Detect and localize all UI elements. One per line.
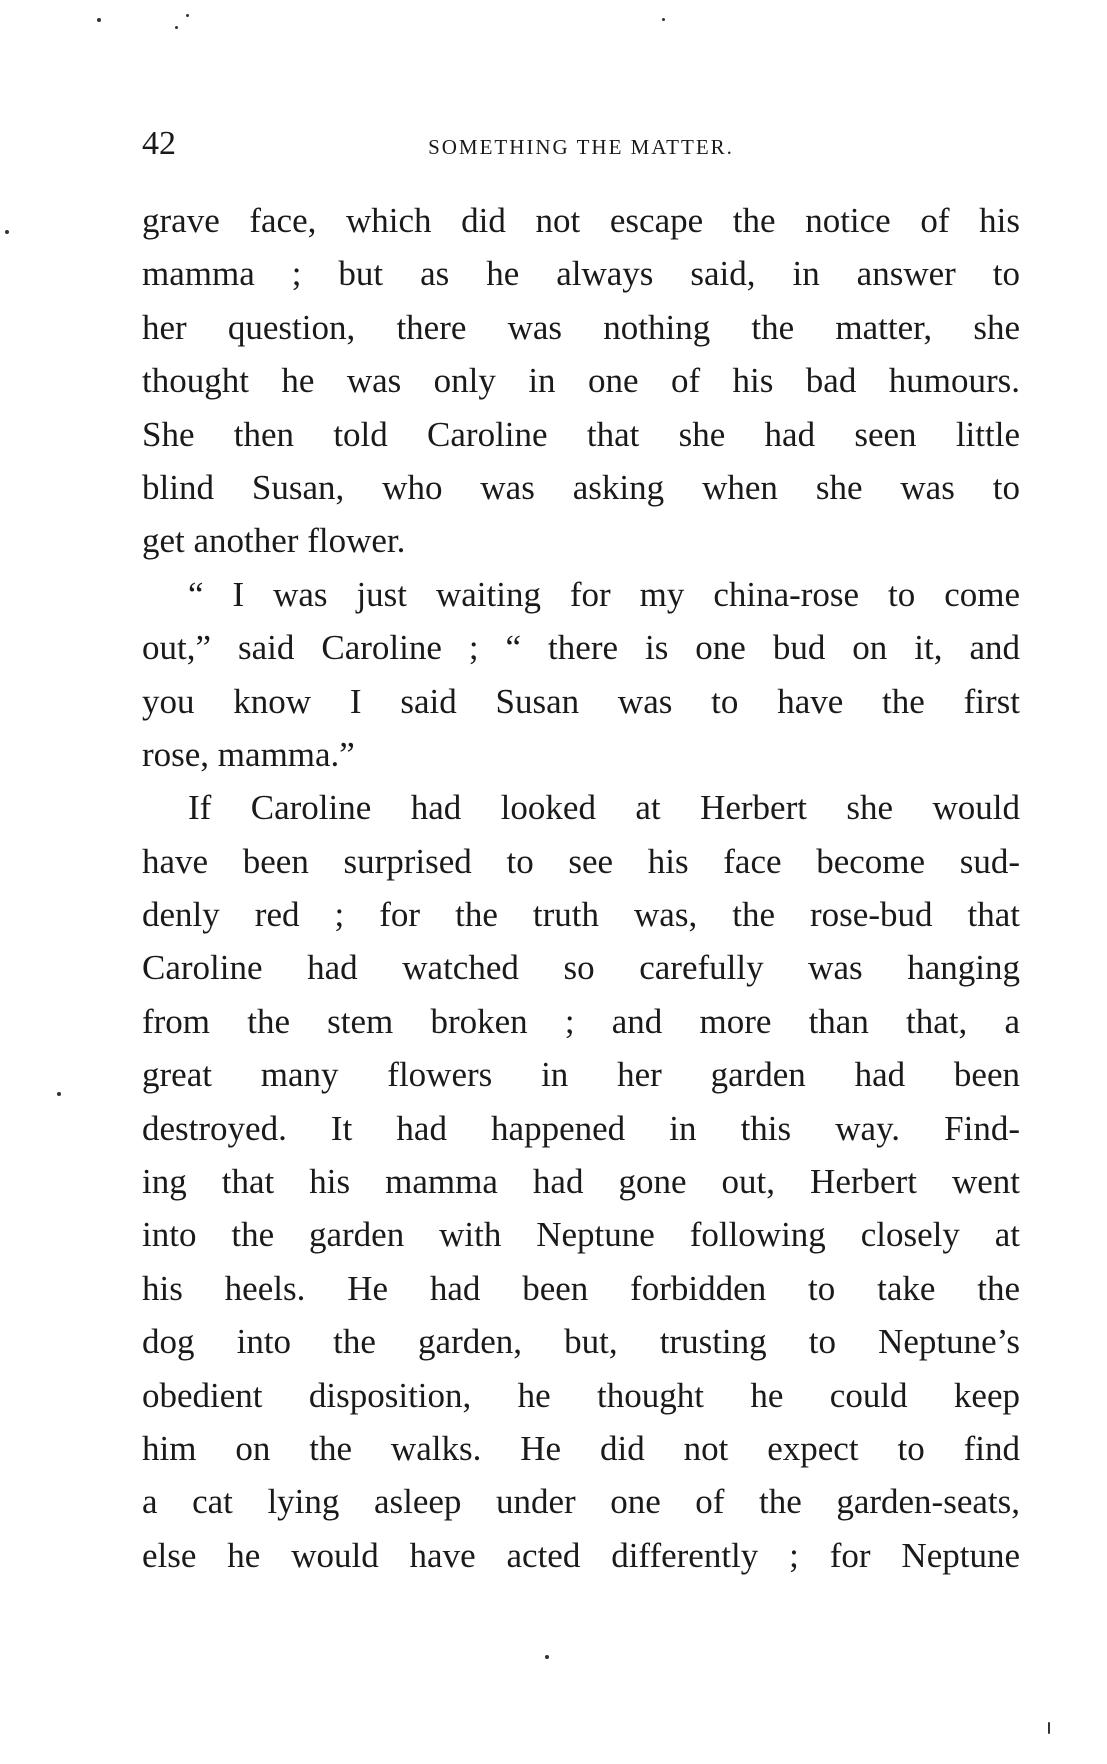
scan-speck (186, 14, 189, 17)
text-line: denly red ; for the truth was, the rose-bud that (142, 895, 1020, 935)
text-line: into the garden with Neptune following closely at (142, 1215, 1020, 1255)
text-line: get another flower. (142, 521, 406, 561)
body-text (142, 194, 1020, 1582)
text-line: grave face, which did not escape the notice of his (142, 201, 1020, 240)
text-line: from the stem broken ; and more than that, a (142, 1001, 1020, 1041)
text-line: blind Susan, who was asking when she was to (142, 467, 1020, 507)
page-header (142, 124, 1020, 164)
page-number: 42 (142, 125, 176, 162)
text-line: out,” said Caroline ; “ there is one bud on it, and (142, 628, 1020, 668)
text-line: obedient disposition, he thought he could keep (142, 1375, 1020, 1415)
running-title: SOMETHING THE MATTER. (428, 135, 734, 159)
text-line: Caroline had watched so carefully was hanging (142, 948, 1020, 988)
text-line: thought he was only in one of his bad humours. (142, 361, 1020, 401)
scan-speck (662, 18, 665, 21)
text-line: destroyed. It had happened in this way. Find- (142, 1108, 1020, 1148)
text-line: She then told Caroline that she had seen little (142, 414, 1020, 454)
text-line: great many flowers in her garden had been (142, 1055, 1020, 1095)
text-line: If Caroline had looked at Herbert she would (188, 788, 1020, 828)
text-line: a cat lying asleep under one of the garden-seats, (142, 1482, 1020, 1522)
text-line: else he would have acted differently ; for Neptune (142, 1535, 1020, 1575)
text-line: you know I said Susan was to have the first (142, 681, 1020, 721)
scan-speck (97, 18, 101, 22)
scan-speck (1048, 1722, 1050, 1734)
text-line: his heels. He had been forbidden to take the (142, 1268, 1020, 1308)
text-line: have been surprised to see his face become sud- (142, 841, 1020, 881)
text-line: rose, mamma.” (142, 734, 355, 774)
text-line: mamma ; but as he always said, in answer to (142, 254, 1020, 294)
scan-speck (5, 230, 9, 234)
text-line: her question, there was nothing the matter, she (142, 307, 1020, 347)
text-line: him on the walks. He did not expect to find (142, 1428, 1020, 1468)
text-line: “ I was just waiting for my china-rose to come (188, 574, 1020, 614)
scan-speck (545, 1655, 549, 1659)
scan-speck (57, 1092, 61, 1096)
text-line: ing that his mamma had gone out, Herbert went (142, 1162, 1020, 1202)
text-line: dog into the garden, but, trusting to Neptune’s (142, 1322, 1020, 1362)
scan-speck (175, 26, 178, 29)
